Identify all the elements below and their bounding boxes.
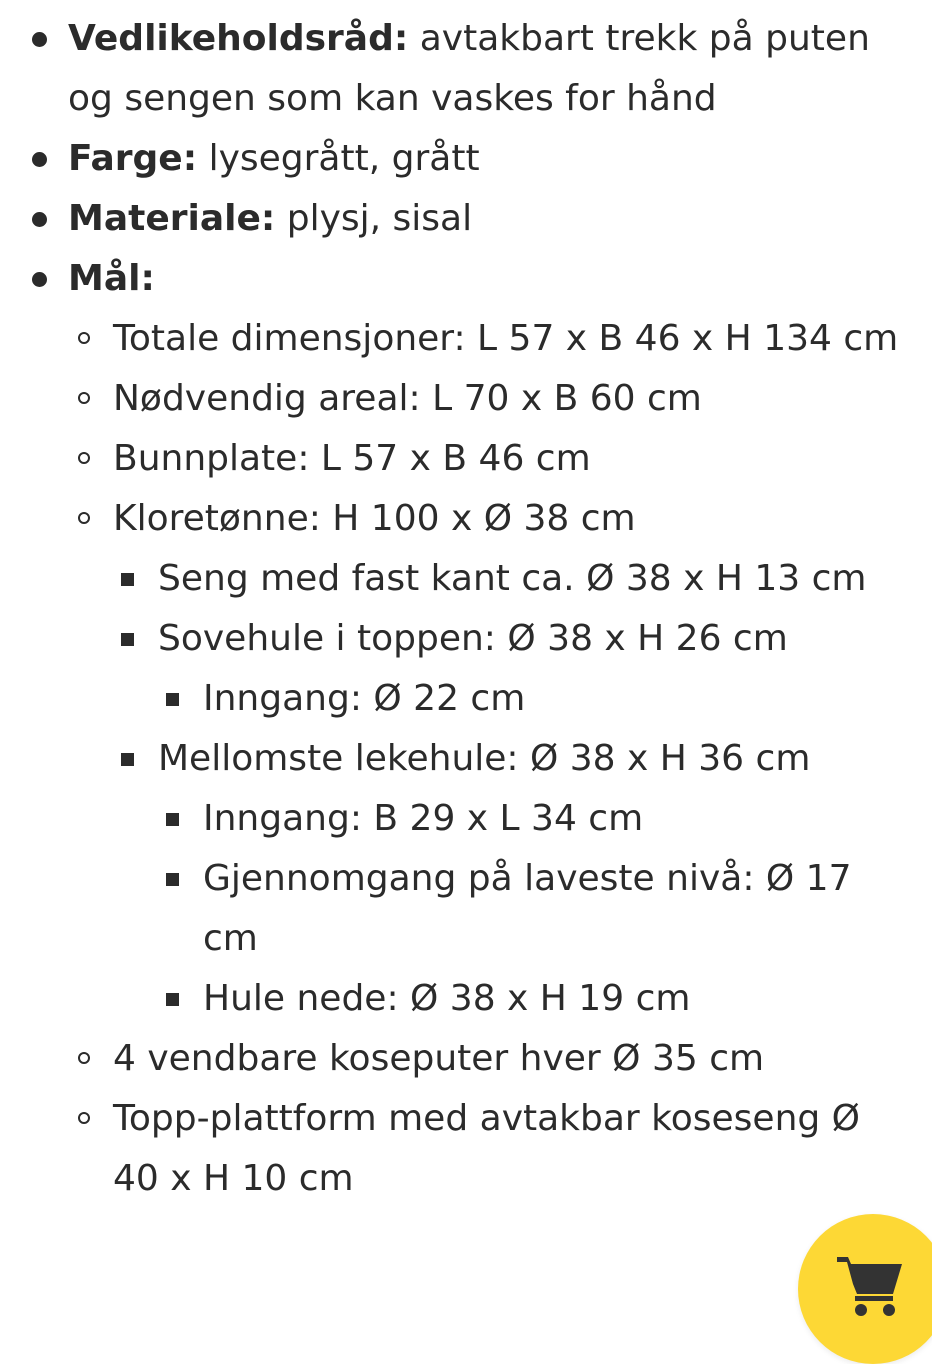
- color-value: lysegrått, grått: [197, 138, 480, 179]
- square-bullet: [166, 693, 179, 706]
- list-item-cushions: [68, 1029, 900, 1089]
- required-area-text: Nødvendig areal: L 70 x B 60 cm: [113, 378, 702, 419]
- passage-text: Gjennomgang på laveste nivå: Ø 17 cm: [203, 858, 852, 959]
- list-item-passage: [158, 849, 900, 969]
- disc-bullet: [32, 32, 47, 47]
- cushions-text: 4 vendbare koseputer hver Ø 35 cm: [113, 1038, 765, 1079]
- list-item-top-cave-entrance: [158, 669, 900, 729]
- circle-bullet: [78, 512, 90, 524]
- list-item-dimensions: [0, 249, 900, 1209]
- bed-text: Seng med fast kant ca. Ø 38 x H 13 cm: [158, 558, 867, 599]
- list-item-middle-cave: [113, 729, 900, 1029]
- list-item-color: [0, 129, 900, 189]
- material-value: plysj, sisal: [275, 198, 473, 239]
- middle-cave-text: Mellomste lekehule: Ø 38 x H 36 cm: [158, 738, 811, 779]
- middle-cave-sublist: [158, 789, 900, 1029]
- cart-button[interactable]: [798, 1214, 932, 1364]
- shopping-cart-icon: [836, 1254, 904, 1318]
- list-item-required-area: [68, 369, 900, 429]
- square-bullet: [166, 873, 179, 886]
- top-cave-text: Sovehule i toppen: Ø 38 x H 26 cm: [158, 618, 788, 659]
- circle-bullet: [78, 1112, 90, 1124]
- disc-bullet: [32, 152, 47, 167]
- list-item-lower-cave: [158, 969, 900, 1029]
- scratching-post-sublist: [113, 549, 900, 1029]
- top-cave-sublist: [158, 669, 900, 729]
- disc-bullet: [32, 272, 47, 287]
- scratching-post-text: Kloretønne: H 100 x Ø 38 cm: [113, 498, 636, 539]
- total-dimensions-text: Totale dimensjoner: L 57 x B 46 x H 134 cm: [113, 318, 899, 359]
- material-key: Materiale:: [68, 198, 276, 239]
- dimensions-key: Mål:: [68, 258, 155, 299]
- product-details-list: [0, 9, 900, 1209]
- top-cave-entrance-text: Inngang: Ø 22 cm: [203, 678, 526, 719]
- square-bullet: [121, 573, 134, 586]
- circle-bullet: [78, 392, 90, 404]
- list-item-material: [0, 189, 900, 249]
- base-plate-text: Bunnplate: L 57 x B 46 cm: [113, 438, 591, 479]
- circle-bullet: [78, 1052, 90, 1064]
- list-item-total-dimensions: [68, 309, 900, 369]
- list-item-bed: [113, 549, 900, 609]
- square-bullet: [121, 753, 134, 766]
- list-item-base-plate: [68, 429, 900, 489]
- care-key: Vedlikeholdsråd:: [68, 18, 409, 59]
- list-item-top-platform: [68, 1089, 900, 1209]
- circle-bullet: [78, 332, 90, 344]
- list-item-middle-cave-entrance: [158, 789, 900, 849]
- list-item-scratching-post: [68, 489, 900, 1029]
- top-platform-text: Topp-plattform med avtakbar koseseng Ø 40 x H 10 cm: [113, 1098, 861, 1199]
- lower-cave-text: Hule nede: Ø 38 x H 19 cm: [203, 978, 691, 1019]
- list-item-top-cave: [113, 609, 900, 729]
- disc-bullet: [32, 212, 47, 227]
- circle-bullet: [78, 452, 90, 464]
- dimensions-sublist: [68, 309, 900, 1209]
- middle-cave-entrance-text: Inngang: B 29 x L 34 cm: [203, 798, 644, 839]
- square-bullet: [121, 633, 134, 646]
- list-item-care: [0, 9, 900, 129]
- square-bullet: [166, 993, 179, 1006]
- care-value: avtakbart trekk på puten og sengen som kan vaskes for hånd: [68, 18, 870, 119]
- color-key: Farge:: [68, 138, 198, 179]
- square-bullet: [166, 813, 179, 826]
